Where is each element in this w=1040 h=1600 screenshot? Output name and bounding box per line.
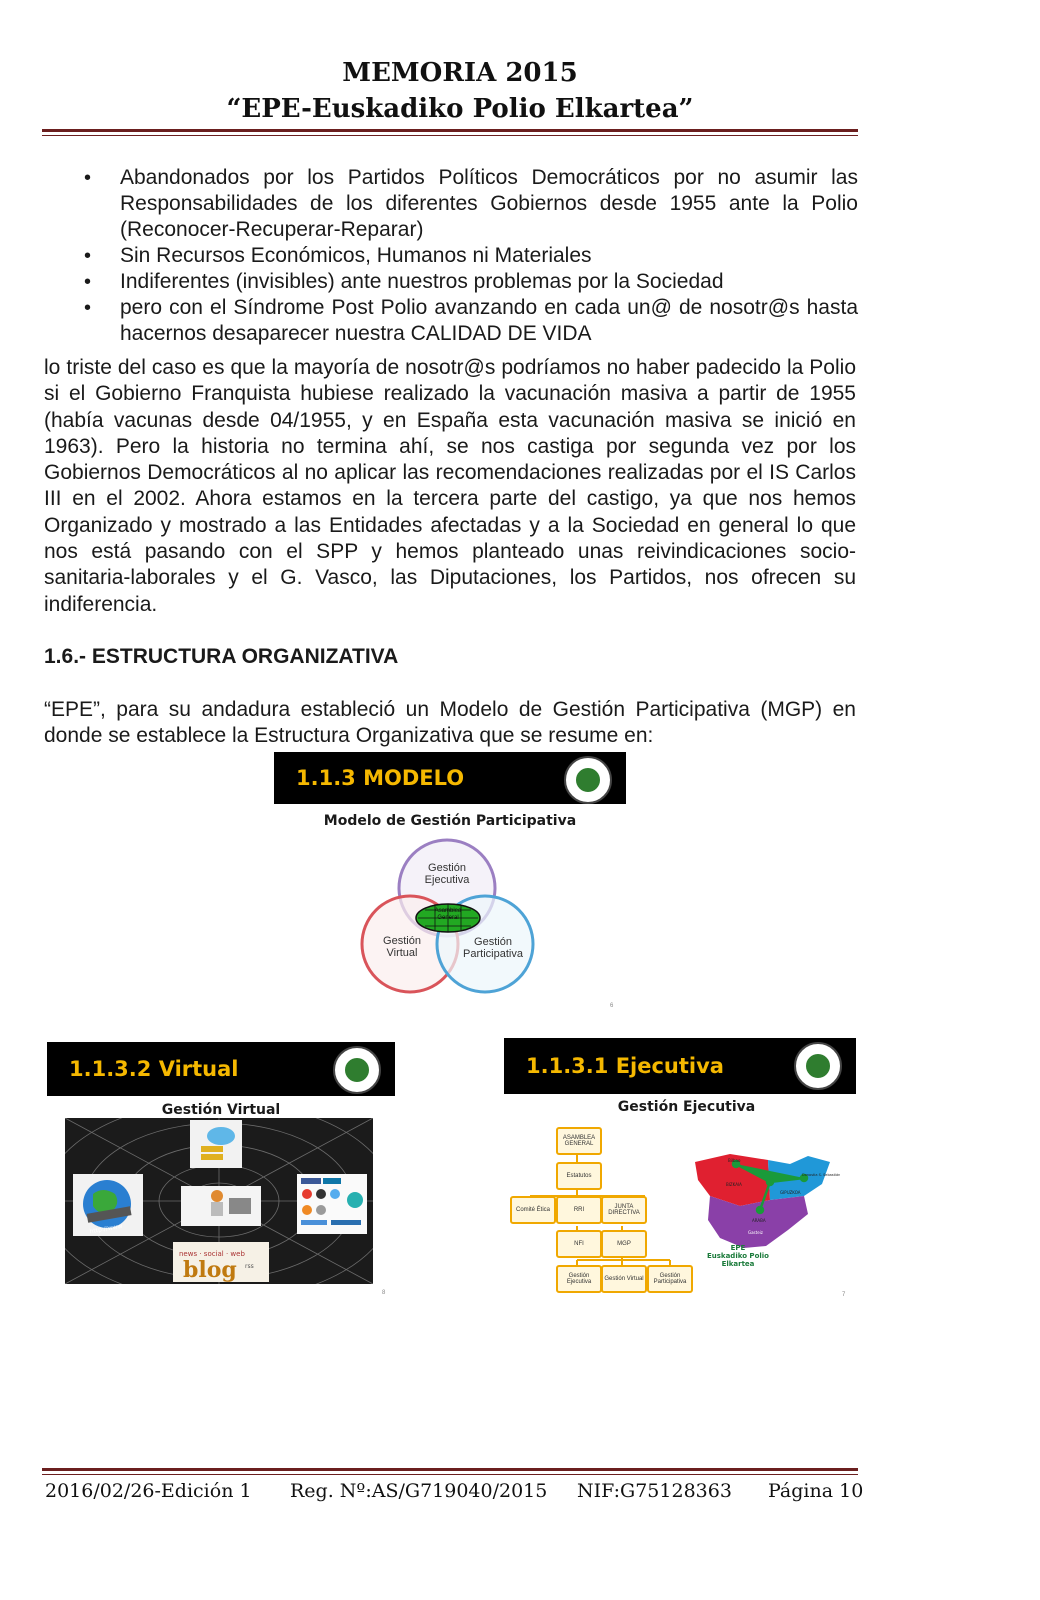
epe-logo-icon xyxy=(333,1046,381,1094)
spiderweb-image xyxy=(65,1118,373,1284)
org-gestion-ejecutiva: Gestión Ejecutiva xyxy=(556,1265,602,1293)
map-point xyxy=(757,1207,763,1213)
map-caption-line1: EPE xyxy=(730,1244,746,1252)
slide-modelo-bar xyxy=(274,752,626,804)
svg-text:news · social · web: news · social · web xyxy=(179,1250,245,1258)
footer-rule xyxy=(42,1468,858,1471)
org-gestion-virtual: Gestión Virtual xyxy=(601,1265,647,1293)
org-rri: RRI xyxy=(556,1196,602,1224)
http-text: http://www xyxy=(89,1222,123,1236)
org-comite: Comité Ética xyxy=(510,1196,556,1224)
org-gestion-participativa: Gestión Participativa xyxy=(647,1265,693,1293)
intro-paragraph: “EPE”, para su andadura estableció un Modelo de Gestión Participativa (MGP) en donde se establece la Estructura Organizativa que se resume en: xyxy=(44,698,856,748)
epe-logo-icon xyxy=(794,1042,842,1090)
map-label-bilbao: Bilbao xyxy=(728,1158,741,1163)
slide-modelo-title: 1.1.3 MODELO xyxy=(296,766,465,790)
org-junta: JUNTA DIRECTIVA xyxy=(601,1196,647,1224)
footer-page-number: Página 10 xyxy=(768,1480,864,1502)
map-caption xyxy=(698,1244,778,1268)
venn-label-asamblea: Asamblea General xyxy=(434,908,462,921)
map-label-bizkaia: BIZKAIA xyxy=(726,1182,742,1187)
map-label-gasteiz: Gasteiz xyxy=(748,1230,763,1235)
org-mgp: MGP xyxy=(601,1230,647,1258)
org-nfi: NFI xyxy=(556,1230,602,1258)
slide-ejecutiva-bar xyxy=(504,1038,856,1094)
slide-modelo-caption: Modelo de Gestión Participativa xyxy=(323,813,577,829)
map-label-gipuzkoa: GIPUZKOA xyxy=(780,1190,801,1195)
header-rule-thin xyxy=(42,135,858,136)
map-caption-line2: Euskadiko Polio Elkartea xyxy=(707,1252,769,1268)
body-paragraph: lo triste del caso es que la mayoría de nosotr@s podríamos no haber padecido la Polio si el Gobierno Franquista hubiese realizado la vacunación masiva a partir de 1955 (había vacunas desde 04/1955, y en España esta vacunación masiva se inició en 1963). Pero la historia no termina ahí, se nos castiga por segunda vez por los Gobiernos Democráticos al no aplicar las recomendaciones realizadas por el IS Carlos III en el 2002. Ahora estamos en la tercera parte del castigo, ya que nos hemos Organizado y mostrado a las Entidades afectadas y a la Sociedad en general lo que nos está pasando con el SPP y hemos planteado unas reivindicaciones socio-sanitaria-laborales y el G. Vasco, las Diputaciones, los Partidos, nos ofrecen su indiferencia. xyxy=(44,356,856,616)
footer-rule-thin xyxy=(42,1474,858,1475)
epe-logo-icon xyxy=(564,756,612,804)
map-label-araba: ARABA xyxy=(752,1218,766,1223)
org-estatutos: Estatutos xyxy=(556,1162,602,1190)
bullet-item: • Indiferentes (invisibles) ante nuestros problemas por la Sociedad xyxy=(44,269,858,295)
bullet-item: • Abandonados por los Partidos Políticos Democráticos por no asumir las Responsabilidades de los diferentes Gobiernos desde 1955 ante la Polio (Reconocer-Recuperar-Reparar) xyxy=(44,165,858,243)
document-title: MEMORIA 2015 xyxy=(342,58,578,88)
slide-virtual-title: 1.1.3.2 Virtual xyxy=(69,1057,239,1081)
svg-text:rss: rss xyxy=(245,1263,254,1270)
slide-virtual-caption: Gestión Virtual xyxy=(161,1102,281,1118)
slide-page-number: 8 xyxy=(382,1290,386,1296)
slide-page-number: 6 xyxy=(610,1003,614,1009)
bullet-item: • pero con el Síndrome Post Polio avanzando en cada un@ de nosotr@s hasta hacernos desaparecer nuestra CALIDAD DE VIDA xyxy=(44,295,858,347)
section-heading: 1.6.- ESTRUCTURA ORGANIZATIVA xyxy=(44,645,399,668)
venn-label-virtual: Gestión Virtual xyxy=(383,935,421,959)
slide-ejecutiva-caption: Gestión Ejecutiva xyxy=(617,1099,756,1115)
blog-text: blog xyxy=(183,1257,237,1283)
footer-registration: Reg. Nº:AS/G719040/2015 xyxy=(290,1480,548,1502)
header-rule xyxy=(42,129,858,132)
map-point xyxy=(767,1179,773,1185)
footer-nif: NIF:G75128363 xyxy=(577,1480,732,1502)
document-subtitle: “EPE-Euskadiko Polio Elkartea” xyxy=(226,94,694,124)
footer-edition: 2016/02/26-Edición 1 xyxy=(45,1480,252,1502)
venn-label-ejecutiva: Gestión Ejecutiva xyxy=(424,862,470,886)
slide-virtual-bar xyxy=(47,1042,395,1096)
map-label-donostia: Donostia S. Sebastián xyxy=(802,1173,840,1177)
org-asamblea: ASAMBLEA GENERAL xyxy=(556,1127,602,1155)
bullet-item: • Sin Recursos Económicos, Humanos ni Materiales xyxy=(44,243,858,269)
slide-ejecutiva-title: 1.1.3.1 Ejecutiva xyxy=(526,1054,724,1078)
slide-page-number: 7 xyxy=(842,1292,846,1298)
bullet-list xyxy=(44,165,858,347)
venn-label-participativa: Gestión Participativa xyxy=(463,936,523,960)
